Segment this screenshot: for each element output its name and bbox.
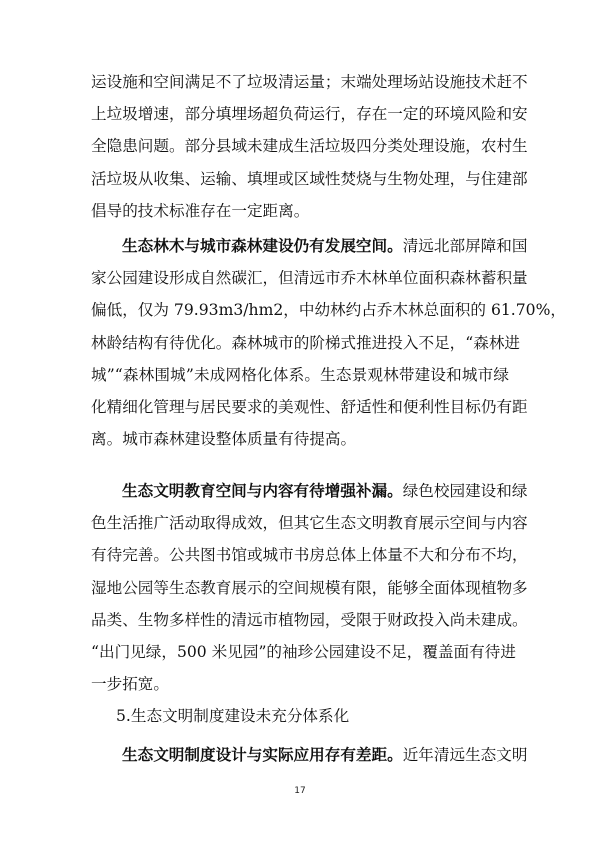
text-line: 林龄结构有待优化。森林城市的阶梯式推进投入不足，“森林进 — [91, 333, 521, 352]
paragraph-education — [91, 475, 528, 700]
text-line: 一步拓宽。 — [91, 675, 169, 694]
paragraph-lead-rest: 近年清远生态文明 — [402, 746, 528, 764]
text-line: 全隐患问题。部分县域未建成生活垃圾四分类处理设施，农村生 — [91, 137, 528, 156]
paragraph-lead: 生态文明教育空间与内容有待增强补漏。 — [122, 481, 403, 500]
paragraph-lead: 生态文明制度设计与实际应用存有差距。 — [122, 745, 403, 764]
page-number: 17 — [294, 786, 306, 796]
text-line: 城”“森林围城”未成网格化体系。生态景观林带建设和城市绿 — [91, 365, 509, 384]
text-line: 品类、生物多样性的清远市植物园，受限于财政投入尚未建成。 — [91, 610, 528, 629]
text-line: 家公园建设形成自然碳汇，但清远市乔木林单位面积森林蓄积量 — [91, 269, 528, 288]
section-heading-block — [91, 700, 509, 732]
text-line: 化精细化管理与居民要求的美观性、舒适性和便利性目标仍有距 — [91, 397, 528, 416]
text-line: 偏低，仅为 79.93m3/hm2，中幼林约占乔木林总面积的 61.70%， — [91, 301, 567, 320]
section-heading: 5.生态文明制度建设未充分体系化 — [116, 707, 350, 725]
text-line: 上垃圾增速，部分填埋场超负荷运行，存在一定的环境风险和安 — [91, 105, 528, 124]
text-line: 色生活推广活动取得成效，但其它生态文明教育展示空间与内容 — [91, 514, 528, 533]
text-line: 离。城市森林建设整体质量有待提高。 — [91, 430, 357, 449]
text-line: 湿地公园等生态教育展示的空间规模有限，能够全面体现植物多 — [91, 578, 528, 597]
paragraph-lead-rest: 绿色校园建设和绿 — [402, 482, 528, 500]
paragraph-lead-rest: 清远北部屏障和国 — [402, 237, 528, 255]
paragraph-waste-facilities — [91, 66, 528, 227]
paragraph-institutions — [91, 739, 528, 771]
text-line: 倡导的技术标准存在一定距离。 — [91, 201, 310, 220]
text-line — [91, 230, 528, 262]
paragraph-forest — [91, 230, 567, 455]
text-line: 活垃圾从收集、运输、填埋或区域性焚烧与生物处理，与住建部 — [91, 169, 528, 188]
text-line — [91, 739, 528, 771]
text-line: 有待完善。公共图书馆或城市书房总体上体量不大和分布不均， — [91, 546, 528, 565]
paragraph-lead: 生态林木与城市森林建设仍有发展空间。 — [122, 236, 403, 255]
text-line: 运设施和空间满足不了垃圾清运量；末端处理场站设施技术赶不 — [91, 73, 528, 91]
text-line — [91, 475, 528, 507]
text-line: “出门见绿，500 米见园”的袖珍公园建设不足，覆盖面有待进 — [91, 642, 516, 661]
